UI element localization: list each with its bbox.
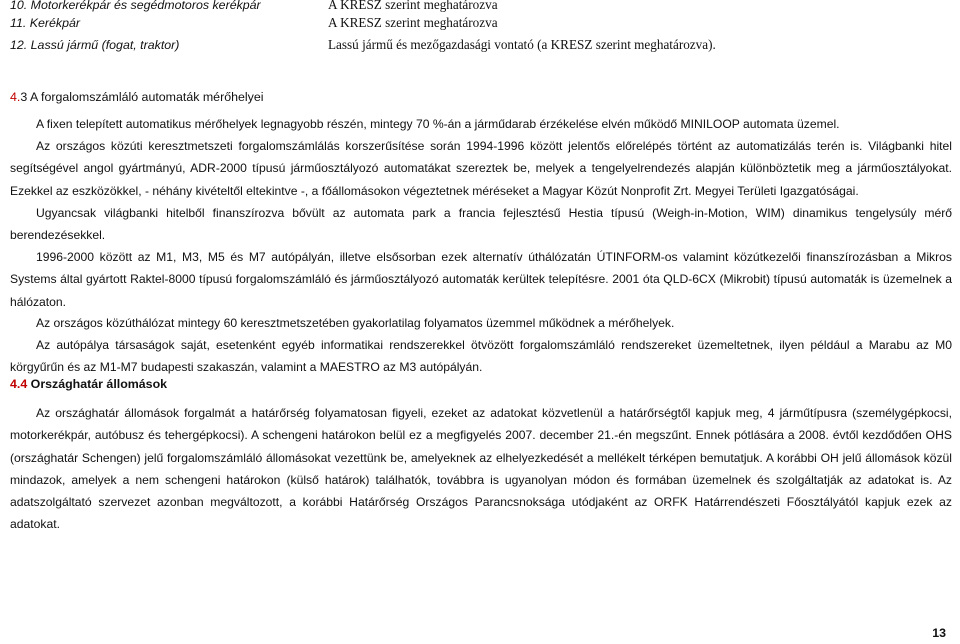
section-heading-4-3 — [10, 88, 263, 106]
category-definition: A KRESZ szerint meghatározva — [328, 0, 498, 12]
section-number: 4. — [10, 90, 21, 104]
category-definition: A KRESZ szerint meghatározva — [328, 15, 498, 30]
page-number: 13 — [932, 626, 946, 640]
category-label: 10. Motorkerékpár és segédmotoros kerékpár — [10, 0, 261, 12]
paragraph: Az autópálya társaságok saját, esetenként egyéb informatikai rendszerekkel ötvözött forgalomszámláló rendszereket üzemeltetnek, ilyen például a Marabu az M0 körgyűrűn és az M1-M7 budapesti szakaszán, valamint a MAESTRO az M3 autópályán. — [10, 338, 952, 375]
paragraph: Ugyancsak világbanki hitelből finanszírozva bővült az automata park a francia fejlesztésű Hestia típusú (Weigh-in-Motion, WIM) dinamikus tengelysúly mérő berendezésekkel. — [10, 206, 952, 243]
paragraph: Az országhatár állomások forgalmát a határőrség folyamatosan figyeli, ezeket az adatokat közvetlenül a határőrségtől kapjuk meg, 4 járműtípusra (személygépkocsi, motorkerékpár, autóbusz és tehergépkocsi). A schengeni határokon belül ez a megfigyelés 2007. december 21.-én megszűnt. Ennek pótlására a 2008. évtől kezdődően OHS (országhatár Schengen) jelű forgalomszámláló állomásokat vezettünk be, amelyeknek az elhelyezkedését a mellékelt térképen bemutatjuk. A korábbi OH jelű állomások közül mindazok, amelyek a nem schengeni határokon (külső határok) találhatók, továbbra is ugyanolyan módon és formában üzemelnek és szolgáltatják az adatokat is. Az adatszolgáltató szervezet azonban megváltozott, a korábbi Határőrség Országos Parancsnoksága utódjaként az ORFK Határrendészeti Főosztályától kapjuk ezek az adatokat. — [10, 406, 952, 532]
category-label: 11. Kerékpár — [10, 16, 81, 30]
category-label: 12. Lassú jármű (fogat, traktor) — [10, 38, 180, 52]
section-title: 3 A forgalomszámláló automaták mérőhelyei — [20, 90, 264, 104]
section-title: Országhatár állomások — [27, 377, 168, 391]
section-heading-4-4 — [10, 375, 167, 393]
paragraph: A fixen telepített automatikus mérőhelyek legnagyobb részén, mintegy 70 %-án a járműdarab érzékelése elvén működő MINILOOP automata üzemel. — [36, 117, 840, 131]
section-number: 4.4 — [10, 377, 28, 391]
paragraph: Az országos közúthálózat mintegy 60 keresztmetszetében gyakorlatilag folyamatos üzemmel működnek a mérőhelyek. — [36, 316, 675, 330]
category-definition: Lassú jármű és mezőgazdasági vontató (a KRESZ szerint meghatározva). — [328, 37, 716, 52]
paragraph: 1996-2000 között az M1, M3, M5 és M7 autópályán, illetve elsősorban ezek alternatív úthálózatán ÚTINFORM-os valamint közútkezelői finanszírozásban a Mikros Systems által gyártott Raktel-8000 típusú forgalomszámláló és járműosztályozó automaták kerültek telepítésre. 2001 óta QLD-6CX (Mikrobit) típusú automaták is üzemelnek a hálózaton. — [10, 250, 952, 309]
paragraph: Az országos közúti keresztmetszeti forgalomszámlálás korszerűsítése során 1994-1996 között jelentős előrelépés történt az automatizálás terén is. Világbanki hitel segítségével angol gyártmányú, ADR-2000 típusú járműosztályozó automatákat szereztek be, melyek a tengelyelrendezés alapján különböztetik meg a járműosztályokat. Ezekkel az eszközökkel, - néhány kivételtől eltekintve -, a főállomásokon végeztetnek méréseket a Magyar Közút Nonprofit Zrt. Megyei Területi Igazgatóságai. — [10, 139, 952, 198]
